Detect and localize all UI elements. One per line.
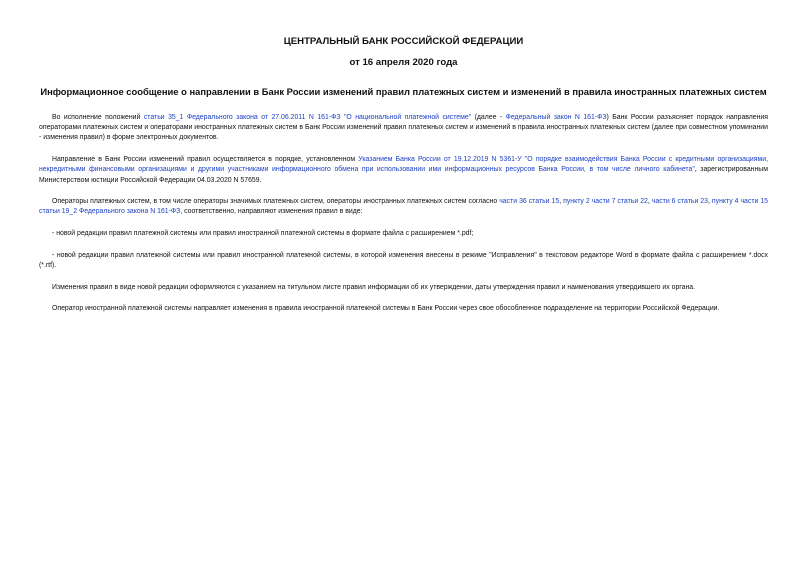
list-item-docx: - новой редакции правил платежной системы или правил иностранной платежной системы, в которой изменения внесены в режиме "Исправления" в текстовом редакторе Word в формате файла с расширением *.docx (*.rtf). [39,251,768,270]
text: (далее - [471,114,506,121]
text: , [707,198,712,206]
document-title: Информационное сообщение о направлении в Банк России изменений правил платежных систем и изменений в правила иностранных платежных систем [40,86,767,97]
document-date: от 16 апреля 2020 года [349,57,458,68]
issuing-organization: ЦЕНТРАЛЬНЫЙ БАНК РОССИЙСКОЙ ФЕДЕРАЦИИ [283,36,524,47]
text: ) Банк России разъясняет порядок направления операторами платежных систем и операторами иностранных платежных систем в Банк России изменений правил платежных систем и изменений в правила иностранных платежных систем (далее при совместном упоминании - изменения правил) в форме электронных документов. [39,114,769,142]
law-article-link[interactable]: статьи 35_1 Федерального закона от 27.06.2011 N 161-ФЗ "О национальной платежной системе" [143,114,472,121]
text: Во исполнение положений [52,114,144,121]
text: Операторы платежных систем, в том числе операторы значимых платежных систем, операторы иностранных платежных систем согласно [52,198,500,206]
text: , [559,198,564,206]
document-body [39,113,768,326]
directive-link[interactable]: Указанием Банка России от 19.12.2019 N 5361-У "О порядке взаимодействия Банка России с кредитными организациями, некредитными финансовыми организациями и другими участниками информационного обмена при использовании ими информационных ресурсов Банка России, в том числе личного кабинета" [39,156,768,174]
law-part-link[interactable]: пункту 4 части 15 статьи 19_2 Федерального закона N 161-ФЗ [39,198,769,216]
paragraph-procedure [39,155,768,186]
text: Направление в Банк России изменений правил осуществляется в порядке, установленном [52,156,359,164]
law-part-link[interactable]: части 36 статьи 15 [499,198,560,206]
law-part-link[interactable]: части 6 статьи 23 [651,198,708,206]
paragraph-intro [39,113,768,144]
list-item-pdf: - новой редакции правил платежной системы или правил иностранной платежной системы в формате файла с расширением *.pdf; [52,230,474,238]
text: , соответственно, направляют изменения правил в виде: [180,208,363,216]
text: , [647,198,652,206]
text: , зарегистрированным Министерством юстиции Российской Федерации 04.03.2020 N 57659. [39,166,768,184]
paragraph-operators [39,197,768,217]
paragraph-foreign-operator: Оператор иностранной платежной системы направляет изменения в правила иностранной платежной системы в Банк России через свое обособленное подразделение на территории Российской Федерации. [52,305,720,313]
paragraph-format: Изменения правил в виде новой редакции оформляются с указанием на титульном листе правил информации об их утверждении, даты утверждения правил и наименования утвердившего их органа. [52,283,696,291]
law-part-link[interactable]: пункту 2 части 7 статьи 22 [563,198,648,206]
federal-law-link[interactable]: Федеральный закон N 161-ФЗ [505,114,607,121]
